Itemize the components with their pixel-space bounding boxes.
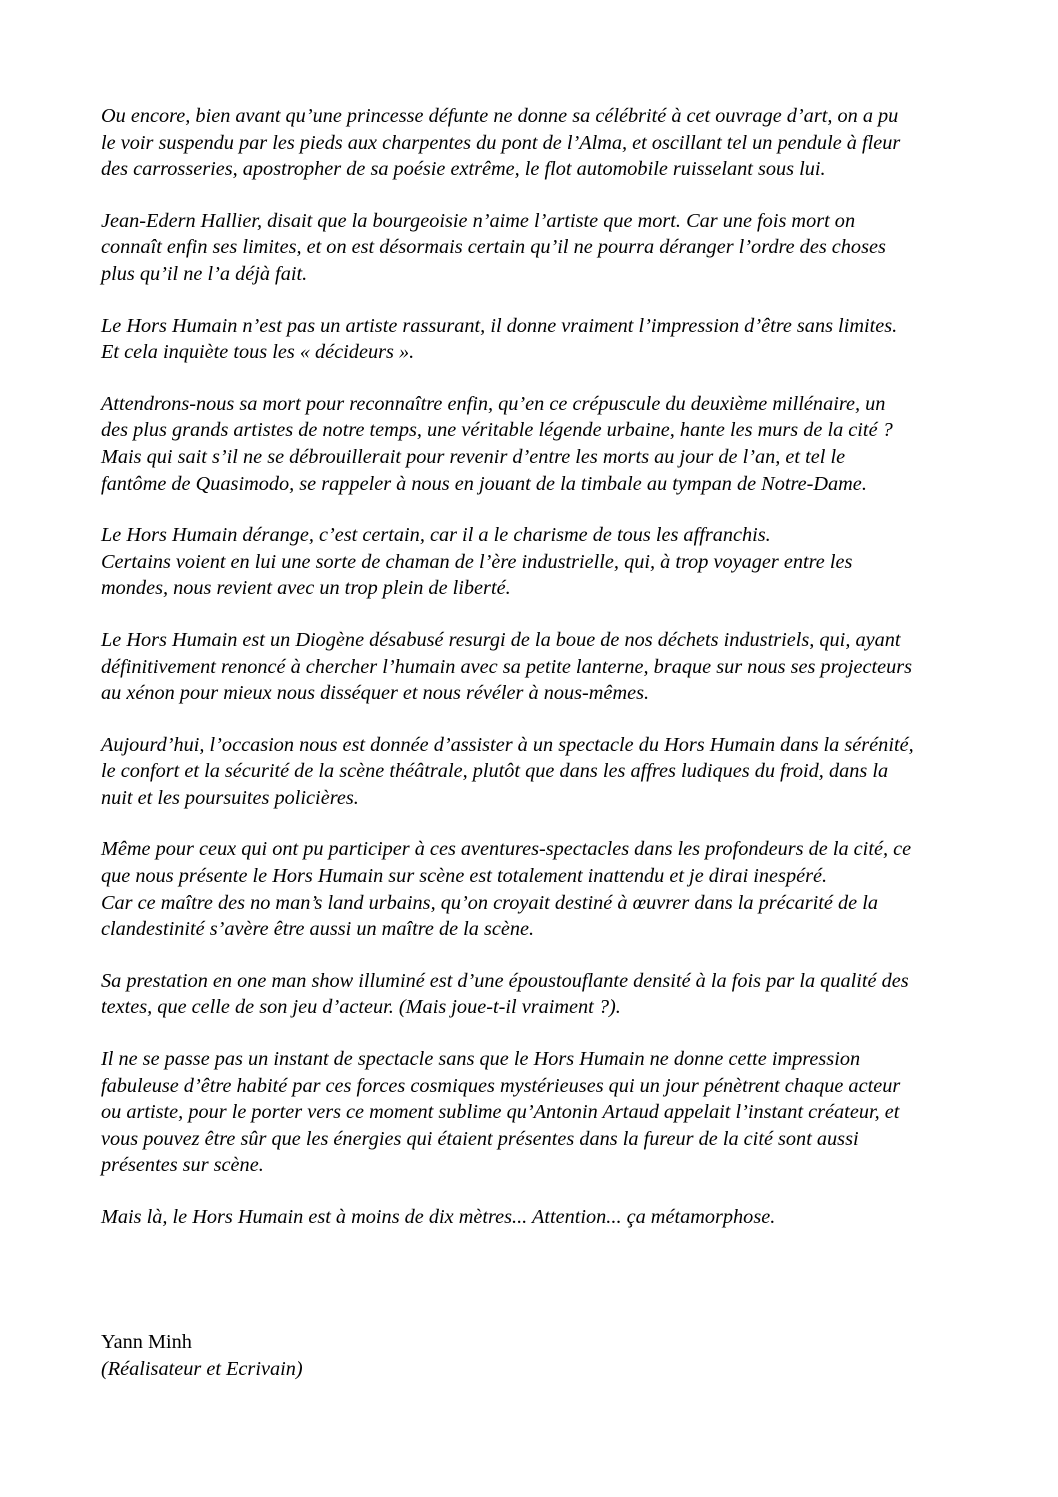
text-line: fabuleuse d’être habité par ces forces cosmiques mystérieuses qui un jour pénètrent chaque acteur (101, 1074, 901, 1097)
text-line: Certains voient en lui une sorte de chaman de l’ère industrielle, qui, à trop voyager entre les (101, 550, 853, 573)
text-line: Car ce maître des no man’s land urbains, qu’on croyait destiné à œuvrer dans la précarité de la (101, 891, 878, 914)
text-line: clandestinité s’avère être aussi un maître de la scène. (101, 918, 535, 941)
text-line: Jean-Edern Hallier, disait que la bourgeoisie n’aime l’artiste que mort. Car une fois mort on (101, 209, 856, 232)
text-line: que nous présente le Hors Humain sur scène est totalement inattendu et je dirai inespéré. (101, 865, 828, 888)
text-line: Même pour ceux qui ont pu participer à ces aventures-spectacles dans les profondeurs de la cité, ce (101, 838, 912, 861)
text-line: Le Hors Humain dérange, c’est certain, car il a le charisme de tous les affranchis. (101, 524, 771, 547)
paragraph (101, 522, 981, 602)
paragraph (101, 208, 981, 288)
text-line: le voir suspendu par les pieds aux charpentes du pont de l’Alma, et oscillant tel un pendule à fleur (101, 131, 901, 154)
text-line: plus qu’il ne l’a déjà fait. (101, 262, 308, 285)
document-body (101, 103, 981, 1256)
paragraph (101, 1204, 981, 1231)
text-line: Et cela inquiète tous les « décideurs ». (101, 341, 415, 364)
paragraph (101, 836, 981, 942)
text-line: fantôme de Quasimodo, se rappeler à nous en jouant de la timbale au tympan de Notre-Dame. (101, 472, 867, 495)
text-line: Ou encore, bien avant qu’une princesse défunte ne donne sa célébrité à cet ouvrage d’art, on a pu (101, 105, 899, 127)
text-line: connaît enfin ses limites, et on est désormais certain qu’il ne pourra déranger l’ordre des choses (101, 236, 886, 259)
text-line: au xénon pour mieux nous disséquer et nous révéler à nous-mêmes. (101, 682, 650, 705)
paragraph (101, 732, 981, 812)
text-line: définitivement renoncé à chercher l’humain avec sa petite lanterne, braque sur nous ses projecteurs (101, 655, 913, 678)
paragraph (101, 627, 981, 707)
text-line: vous pouvez être sûr que les énergies qui étaient présentes dans la fureur de la cité sont aussi (101, 1127, 859, 1150)
text-line: nuit et les poursuites policières. (101, 786, 359, 809)
paragraph (101, 391, 981, 497)
text-line: Attendrons-nous sa mort pour reconnaître enfin, qu’en ce crépuscule du deuxième millénaire, un (101, 392, 886, 415)
text-line: textes, que celle de son jeu d’acteur. (Mais joue-t-il vraiment ?). (101, 996, 621, 1019)
text-line: Le Hors Humain n’est pas un artiste rassurant, il donne vraiment l’impression d’être sans limites. (101, 314, 898, 337)
text-line: Aujourd’hui, l’occasion nous est donnée d’assister à un spectacle du Hors Humain dans la sérénité, (101, 733, 914, 756)
text-line: des carrosseries, apostropher de sa poésie extrême, le flot automobile ruisselant sous lui. (101, 158, 826, 181)
signature-block (101, 1329, 303, 1382)
text-line: Mais là, le Hors Humain est à moins de dix mètres... Attention... ça métamorphose. (101, 1206, 776, 1228)
paragraph (101, 968, 981, 1021)
text-line: ou artiste, pour le porter vers ce moment sublime qu’Antonin Artaud appelait l’instant créateur, et (101, 1101, 900, 1124)
paragraph (101, 103, 981, 183)
text-line: Mais qui sait s’il ne se débrouillerait pour revenir d’entre les morts au jour de l’an, et tel le (101, 445, 846, 468)
text-line: le confort et la sécurité de la scène théâtrale, plutôt que dans les affres ludiques du froid, dans la (101, 760, 889, 783)
text-line: des plus grands artistes de notre temps, une véritable légende urbaine, hante les murs de la cité ? (101, 419, 893, 442)
author-name: Yann Minh (101, 1331, 192, 1353)
author-role: (Réalisateur et Ecrivain) (101, 1357, 303, 1380)
text-line: mondes, nous revient avec un trop plein de liberté. (101, 577, 511, 600)
paragraph (101, 313, 981, 366)
paragraph (101, 1046, 981, 1179)
text-line: présentes sur scène. (101, 1154, 264, 1177)
text-line: Il ne se passe pas un instant de spectacle sans que le Hors Humain ne donne cette impression (101, 1048, 861, 1071)
text-line: Le Hors Humain est un Diogène désabusé resurgi de la boue de nos déchets industriels, qui, ayant (101, 628, 901, 651)
text-line: Sa prestation en one man show illuminé est d’une époustouflante densité à la fois par la qualité des (101, 969, 909, 992)
